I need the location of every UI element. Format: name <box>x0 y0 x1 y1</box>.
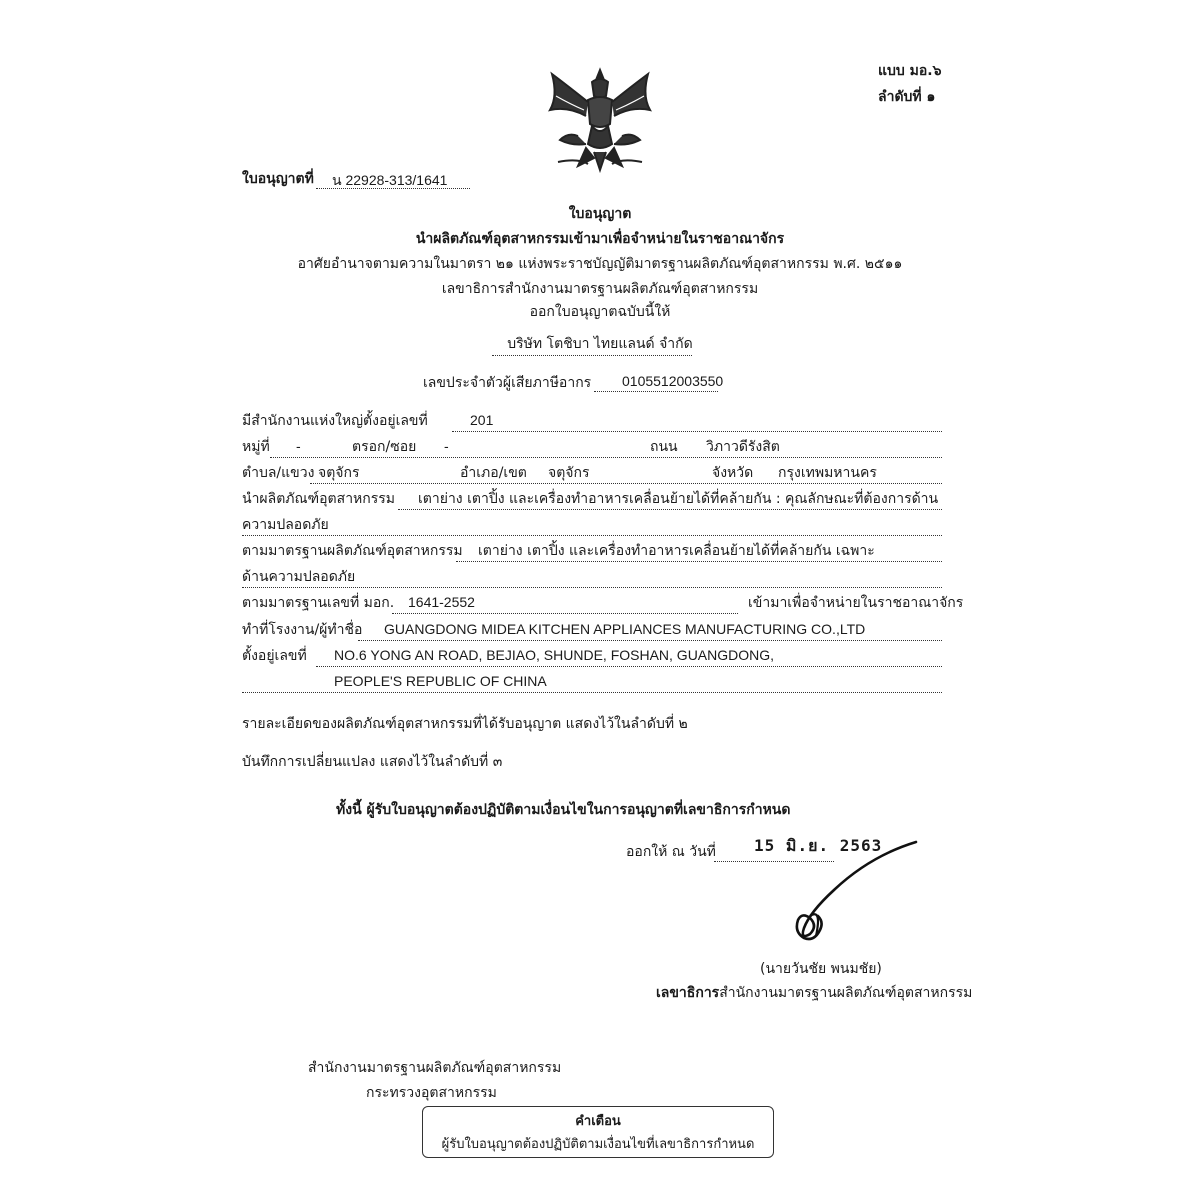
warning-box <box>422 1106 774 1158</box>
tis-value: 1641-2552 <box>408 594 475 610</box>
tambon-value: จตุจักร <box>318 465 360 481</box>
hq-line <box>452 431 942 432</box>
license-number-label: ใบอนุญาตที่ <box>242 171 314 187</box>
doc-issuer: เลขาธิการสำนักงานมาตรฐานผลิตภัณฑ์อุตสาหกรรม <box>441 281 759 297</box>
product-line1 <box>398 509 942 510</box>
signatory-position-bold: เลขาธิการ <box>656 985 720 1001</box>
changes-note: บันทึกการเปลี่ยนแปลง แสดงไว้ในลำดับที่ ๓ <box>242 754 503 770</box>
manufacturer-line <box>358 640 942 641</box>
amphoe-value: จตุจักร <box>548 465 590 481</box>
doc-authority: อาศัยอำนาจตามความในมาตรา ๒๑ แห่งพระราชบัญญัติมาตรฐานผลิตภัณฑ์อุตสาหกรรม พ.ศ. ๒๕๑๑ <box>297 256 903 272</box>
manufacturer-addr-dotline2 <box>242 692 942 693</box>
company-line <box>492 355 692 356</box>
manufacturer-addr-line1: NO.6 YONG AN ROAD, BEJIAO, SHUNDE, FOSHAN, GUANGDONG, <box>334 647 775 663</box>
manufacturer-addr-label: ตั้งอยู่เลขที่ <box>242 648 307 664</box>
soi-label: ตรอก/ซอย <box>352 439 417 455</box>
standard-line1 <box>456 561 942 562</box>
signature <box>780 838 920 948</box>
signatory-position-rest: สำนักงานมาตรฐานผลิตภัณฑ์อุตสาหกรรม <box>719 985 973 1001</box>
manufacturer-value: GUANGDONG MIDEA KITCHEN APPLIANCES MANUFACTURING CO.,LTD <box>384 621 866 637</box>
doc-subtitle: นำผลิตภัณฑ์อุตสาหกรรมเข้ามาเพื่อจำหน่ายในราชอาณาจักร <box>415 231 785 247</box>
form-sequence: ลำดับที่ ๑ <box>878 89 936 105</box>
province-label: จังหวัด <box>712 465 754 481</box>
warning-text: ผู้รับใบอนุญาตต้องปฏิบัติตามเงื่อนไขที่เลขาธิการกำหนด <box>441 1137 755 1152</box>
issue-date-stamp: 15 มิ.ย. 2563 <box>754 836 883 855</box>
tis-label: ตามมาตรฐานเลขที่ มอก. <box>242 595 395 611</box>
office-ministry: กระทรวงอุตสาหกรรม <box>366 1085 497 1101</box>
form-code: แบบ มอ.๖ <box>878 63 942 79</box>
row2-line <box>270 457 942 458</box>
tax-id-label: เลขประจำตัวผู้เสียภาษีอากร <box>423 375 592 391</box>
province-value: กรุงเทพมหานคร <box>778 465 877 481</box>
product-value-line1: เตาย่าง เตาปิ้ง และเครื่องทำอาหารเคลื่อนย้ายได้ที่คล้ายกัน : คุณลักษณะที่ต้องการด้าน <box>418 491 939 507</box>
standard-line2 <box>242 587 942 588</box>
soi-value: - <box>444 438 449 454</box>
license-number-value: น 22928-313/1641 <box>332 172 448 188</box>
manufacturer-addr-dotline1 <box>316 666 942 667</box>
signatory-name: (นายวันชัย พนมชัย) <box>760 961 882 977</box>
road-value: วิภาวดีรังสิต <box>706 439 780 455</box>
tax-id-value: 0105512003550 <box>622 373 724 389</box>
office-name: สำนักงานมาตรฐานผลิตภัณฑ์อุตสาหกรรม <box>308 1060 562 1076</box>
issue-date-label: ออกให้ ณ วันที่ <box>626 844 716 860</box>
license-number-line <box>316 188 470 189</box>
product-label: นำผลิตภัณฑ์อุตสาหกรรม <box>242 491 396 507</box>
tax-id-line <box>594 391 718 392</box>
doc-title: ใบอนุญาต <box>568 206 632 222</box>
row3-line <box>310 483 942 484</box>
tis-suffix: เข้ามาเพื่อจำหน่ายในราชอาณาจักร <box>748 595 964 611</box>
hq-label: มีสำนักงานแห่งใหญ่ตั้งอยู่เลขที่ <box>242 413 428 429</box>
condition-note: ทั้งนี้ ผู้รับใบอนุญาตต้องปฏิบัติตามเงื่อนไขในการอนุญาตที่เลขาธิการกำหนด <box>336 802 791 818</box>
doc-issue-to: ออกใบอนุญาตฉบับนี้ให้ <box>529 304 671 320</box>
manufacturer-addr-line2: PEOPLE'S REPUBLIC OF CHINA <box>334 673 547 689</box>
manufacturer-label: ทำที่โรงงาน/ผู้ทำชื่อ <box>242 622 363 638</box>
product-value-line2: ความปลอดภัย <box>242 517 329 533</box>
company-name: บริษัท โตชิบา ไทยแลนด์ จำกัด <box>507 336 693 352</box>
standard-label: ตามมาตรฐานผลิตภัณฑ์อุตสาหกรรม <box>242 543 463 559</box>
moo-label: หมู่ที่ <box>242 439 270 455</box>
hq-value: 201 <box>470 412 494 428</box>
signatory-position <box>656 982 972 1004</box>
tis-line <box>392 613 738 614</box>
standard-value-line2: ด้านความปลอดภัย <box>242 569 356 585</box>
garuda-emblem <box>538 66 662 174</box>
road-label: ถนน <box>650 439 678 455</box>
standard-value-line1: เตาย่าง เตาปิ้ง และเครื่องทำอาหารเคลื่อนย้ายได้ที่คล้ายกัน เฉพาะ <box>478 543 875 559</box>
moo-value: - <box>296 438 301 454</box>
tambon-label: ตำบล/แขวง <box>242 465 315 481</box>
warning-title: คำเตือน <box>575 1114 621 1129</box>
details-note: รายละเอียดของผลิตภัณฑ์อุตสาหกรรมที่ได้รับอนุญาต แสดงไว้ในลำดับที่ ๒ <box>242 716 688 732</box>
product-line2 <box>242 535 942 536</box>
amphoe-label: อำเภอ/เขต <box>460 465 527 481</box>
